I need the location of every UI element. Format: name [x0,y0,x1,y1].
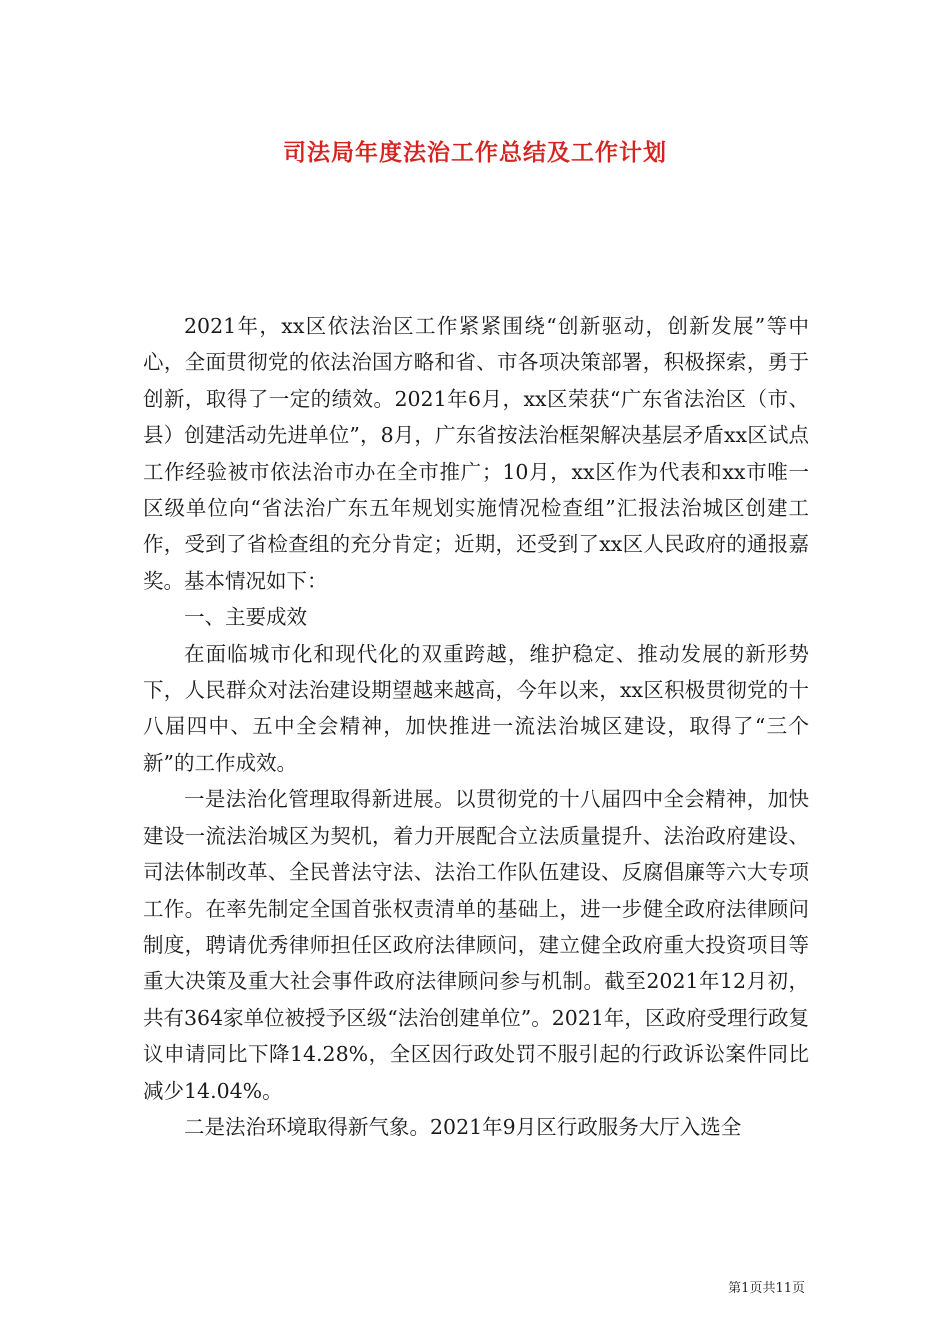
paragraph-point-one: 一是法治化管理取得新进展。以贯彻党的十八届四中全会精神，加快建设一流法治城区为契机，着力开展配合立法质量提升、法治政府建设、司法体制改革、全民普法守法、法治工作队伍建设、反腐倡廉等六大专项工作。在率先制定全国首张权责清单的基础上，进一步健全政府法律顾问制度，聘请优秀律师担任区政府法律顾问，建立健全政府重大投资项目等重大决策及重大社会事件政府法律顾问参与机制。截至2021年12月初，共有364家单位被授予区级“法治创建单位”。2021年，区政府受理行政复议申请同比下降14.28%，全区因行政处罚不服引起的行政诉讼案件同比减少14.04%。 [143,787,809,1103]
page-number: 第1页共11页 [728,1281,805,1296]
section-heading-main-results: 一、主要成效 [184,605,307,630]
paragraph-overview: 在面临城市化和现代化的双重跨越，维护稳定、推动发展的新形势下，人民群众对法治建设期望越来越高，今年以来，xx区积极贯彻党的十八届四中、五中全会精神，加快推进一流法治城区建设，取得了“三个新”的工作成效。 [143,641,809,775]
document-title: 司法局年度法治工作总结及工作计划 [283,139,667,166]
paragraph-point-two: 二是法治环境取得新气象。2021年9月区行政服务大厅入选全 [184,1114,742,1139]
paragraph-intro: 2021年，xx区依法治区工作紧紧围绕“创新驱动，创新发展”等中心，全面贯彻党的依法治国方略和省、市各项决策部署，积极探索，勇于创新，取得了一定的绩效。2021年6月，xx区荣获“广东省法治区（市、县）创建活动先进单位”，8月，广东省按法治框架解决基层矛盾xx区试点工作经验被市依法治市办在全市推广；10月，xx区作为代表和xx市唯一区级单位向“省法治广东五年规划实施情况检查组”汇报法治城区创建工作，受到了省检查组的充分肯定；近期，还受到了xx区人民政府的通报嘉奖。基本情况如下： [143,314,809,593]
document-body [143,308,809,1145]
